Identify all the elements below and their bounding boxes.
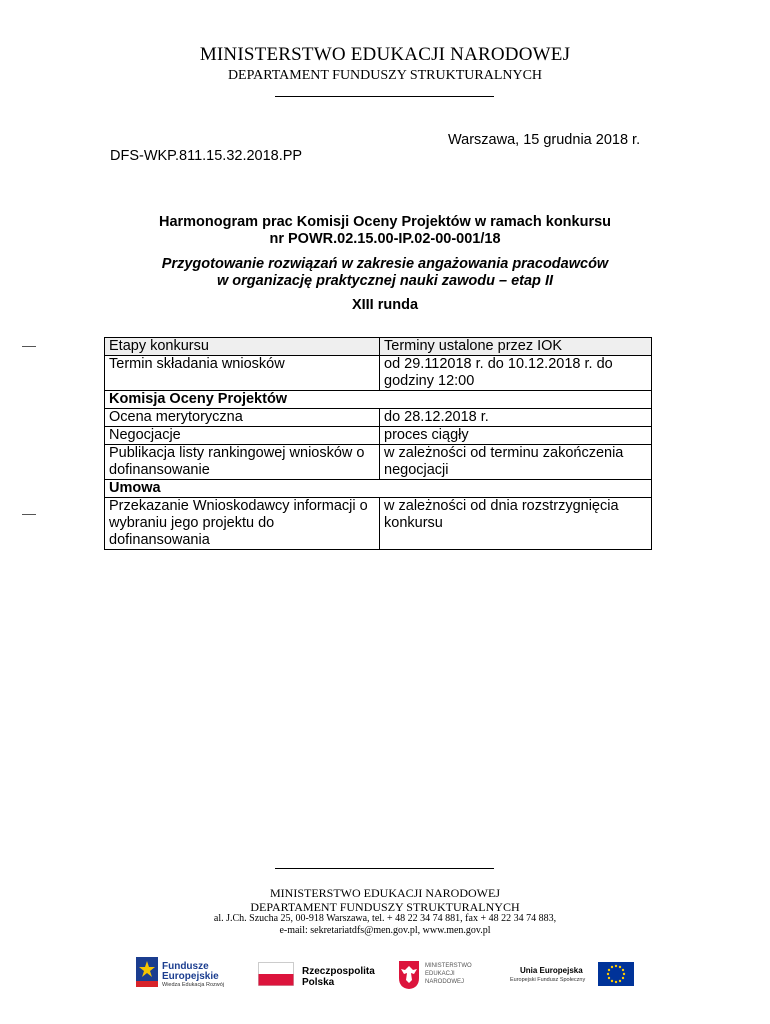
place-date: Warszawa, 15 grudnia 2018 r. (448, 132, 641, 148)
section-heading: Komisja Oceny Projektów (105, 391, 652, 409)
ue-label: Unia Europejska (520, 966, 583, 975)
eagle-emblem-icon (398, 960, 420, 990)
table-row (105, 409, 652, 427)
fundusze-europejskie-logo (136, 952, 236, 996)
date-cell: proces ciągły (380, 427, 652, 445)
stage-cell: Negocjacje (105, 427, 380, 445)
table-row (105, 427, 652, 445)
date-cell: od 29.112018 r. do 10.12.2018 r. do godziny 12:00 (380, 356, 652, 391)
fe-label-line2: Europejskie (162, 971, 219, 982)
ministry-header: MINISTERSTWO EDUKACJI NARODOWEJ (199, 44, 571, 65)
document-subtitle: Przygotowanie rozwiązań w zakresie angażowania pracodawców (161, 256, 609, 272)
fe-star-icon (136, 957, 158, 987)
date-cell: do 28.12.2018 r. (380, 409, 652, 427)
men-label-line2: EDUKACJI (425, 971, 455, 977)
rp-label-line2: Polska (302, 977, 335, 988)
table-row (105, 445, 652, 480)
men-label-line1: MINISTERSTWO (425, 963, 472, 969)
document-subtitle-continued: w organizację praktycznej nauki zawodu – etap II (216, 273, 553, 289)
footer-ministry: MINISTERSTWO EDUKACJI NARODOWEJ (270, 886, 500, 900)
margin-mark (22, 514, 36, 515)
date-cell: w zależności od dnia rozstrzygnięcia konkursu (380, 498, 652, 550)
stage-cell: Ocena merytoryczna (105, 409, 380, 427)
table-section-row (105, 480, 652, 498)
fe-label-line1: Fundusze (162, 961, 209, 972)
rzeczpospolita-polska-logo (258, 952, 375, 996)
header-divider (275, 96, 494, 97)
footer-contact: e-mail: sekretariatdfs@men.gov.pl, www.men.gov.pl (279, 925, 491, 936)
round-label: XIII runda (351, 297, 419, 313)
table-header-cell: Terminy ustalone przez IOK (380, 338, 652, 356)
document-title-competition-number: nr POWR.02.15.00-IP.02-00-001/18 (269, 231, 501, 247)
stage-cell: Publikacja listy rankingowej wniosków o dofinansowanie (105, 445, 380, 480)
table-row (105, 498, 652, 550)
table-header-cell: Etapy konkursu (105, 338, 380, 356)
stage-cell: Termin składania wniosków (105, 356, 380, 391)
schedule-table (104, 337, 652, 550)
table-row (105, 356, 652, 391)
unia-europejska-logo (510, 952, 635, 996)
ministerstwo-edukacji-logo (398, 952, 488, 996)
stage-cell: Przekazanie Wnioskodawcy informacji o wybraniu jego projektu do dofinansowania (105, 498, 380, 550)
rp-label-line1: Rzeczpospolita (302, 966, 375, 977)
fe-sublabel: Wiedza Edukacja Rozwój (162, 982, 225, 988)
document-title: Harmonogram prac Komisji Oceny Projektów w ramach konkursu (158, 214, 612, 230)
polish-flag-icon (258, 962, 294, 986)
footer-department: DEPARTAMENT FUNDUSZY STRUKTURALNYCH (250, 900, 520, 914)
department-header: DEPARTAMENT FUNDUSZY STRUKTURALNYCH (227, 68, 543, 83)
reference-number: DFS-WKP.811.15.32.2018.PP (110, 148, 303, 164)
table-section-row (105, 391, 652, 409)
section-heading: Umowa (105, 480, 652, 498)
date-cell: w zależności od terminu zakończenia negocjacji (380, 445, 652, 480)
eu-flag-icon (598, 962, 634, 986)
men-label-line3: NARODOWEJ (425, 979, 464, 985)
margin-mark (22, 346, 36, 347)
ue-sublabel: Europejski Fundusz Społeczny (510, 977, 586, 983)
footer-address: al. J.Ch. Szucha 25, 00-918 Warszawa, tel. + 48 22 34 74 881, fax + 48 22 34 74 883, (213, 913, 557, 924)
footer-divider (275, 868, 494, 869)
table-header-row (105, 338, 652, 356)
